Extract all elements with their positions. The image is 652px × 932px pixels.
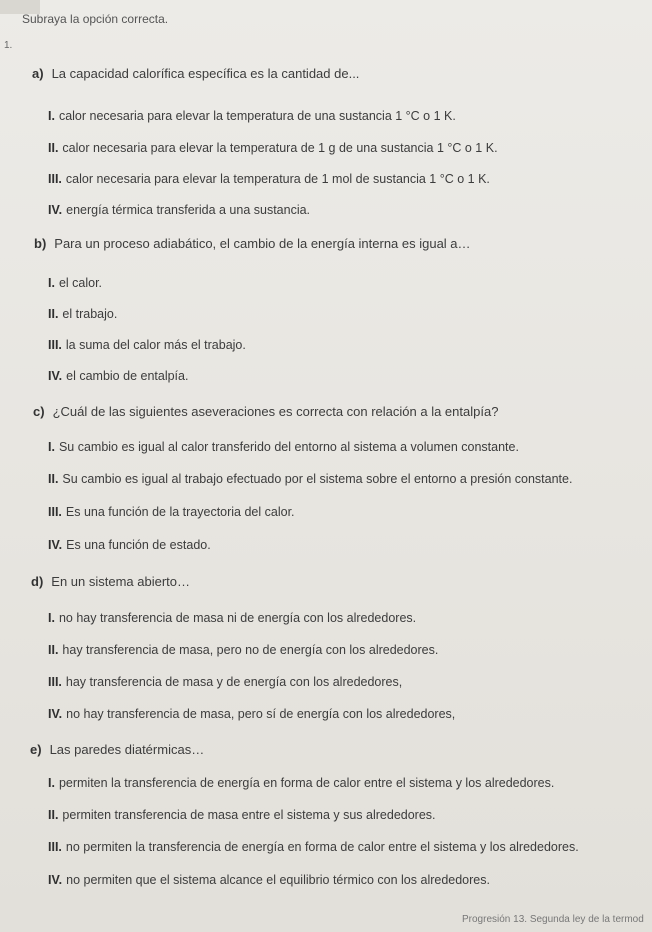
question-letter: a) [32,66,44,81]
option-numeral: II. [48,472,59,486]
option-text: no hay transferencia de masa ni de energía con los alrededores. [58,611,417,625]
option-e-2[interactable] [48,808,436,822]
option-c-2[interactable] [48,472,572,486]
option-numeral: II. [48,808,59,822]
option-text: calor necesaria para elevar la temperatura de 1 mol de sustancia 1 °C o 1 K. [65,172,490,186]
option-numeral: III. [48,840,62,854]
option-text: permiten la transferencia de energía en forma de calor entre el sistema y los alrededores. [58,776,555,790]
question-b [34,236,471,251]
option-b-4[interactable] [48,369,188,383]
question-text: Para un proceso adiabático, el cambio de la energía interna es igual a… [54,236,471,251]
option-numeral: I. [48,776,55,790]
option-text: Su cambio es igual al trabajo efectuado por el sistema sobre el entorno a presión constante. [62,472,573,486]
option-numeral: III. [48,172,62,186]
option-numeral: II. [48,141,59,155]
option-text: no permiten la transferencia de energía en forma de calor entre el sistema y los alrededores. [65,840,579,854]
option-text: el trabajo. [62,307,118,321]
option-d-3[interactable] [48,675,402,689]
option-text: no hay transferencia de masa, pero sí de energía con los alrededores, [66,707,456,721]
question-letter: e) [30,742,42,757]
page-footer: Progresión 13. Segunda ley de la termod [462,914,644,925]
option-numeral: III. [48,505,62,519]
option-b-1[interactable] [48,276,102,290]
option-c-3[interactable] [48,505,295,519]
option-a-3[interactable] [48,172,490,186]
option-numeral: I. [48,440,55,454]
question-text: ¿Cuál de las siguientes aseveraciones es correcta con relación a la entalpía? [52,404,499,419]
option-d-4[interactable] [48,707,455,721]
option-text: hay transferencia de masa, pero no de energía con los alrededores. [62,643,439,657]
option-numeral: I. [48,276,55,290]
option-d-1[interactable] [48,611,416,625]
question-text: La capacidad calorífica específica es la cantidad de... [51,66,360,81]
option-text: hay transferencia de masa y de energía con los alrededores, [65,675,403,689]
option-b-3[interactable] [48,338,246,352]
option-text: calor necesaria para elevar la temperatura de una sustancia 1 °C o 1 K. [58,109,456,123]
question-a [32,66,359,81]
option-numeral: III. [48,338,62,352]
option-b-2[interactable] [48,307,117,321]
option-text: Su cambio es igual al calor transferido del entorno al sistema a volumen constante. [58,440,519,454]
option-e-3[interactable] [48,840,579,854]
question-text: Las paredes diatérmicas… [49,742,205,757]
option-e-1[interactable] [48,776,554,790]
question-letter: b) [34,236,47,251]
question-text: En un sistema abierto… [51,574,191,589]
option-text: Es una función de estado. [66,538,211,552]
option-numeral: IV. [48,203,63,217]
option-numeral: I. [48,611,55,625]
option-text: el calor. [58,276,103,290]
option-a-2[interactable] [48,141,498,155]
option-numeral: III. [48,675,62,689]
option-numeral: IV. [48,538,63,552]
option-text: permiten transferencia de masa entre el sistema y sus alrededores. [62,808,436,822]
question-c [33,404,498,419]
option-text: el cambio de entalpía. [66,369,189,383]
option-text: calor necesaria para elevar la temperatura de 1 g de una sustancia 1 °C o 1 K. [62,141,498,155]
option-numeral: I. [48,109,55,123]
option-numeral: II. [48,307,59,321]
option-text: Es una función de la trayectoria del calor. [65,505,295,519]
option-a-1[interactable] [48,109,456,123]
option-text: no permiten que el sistema alcance el equilibrio térmico con los alrededores. [66,873,490,887]
question-d [31,574,190,589]
instruction-text: Subraya la opción correcta. [22,12,169,26]
question-letter: d) [31,574,44,589]
option-c-1[interactable] [48,440,519,454]
option-numeral: IV. [48,369,63,383]
option-text: la suma del calor más el trabajo. [65,338,246,352]
option-e-4[interactable] [48,873,490,887]
question-e [30,742,204,757]
option-text: energía térmica transferida a una sustancia. [66,203,311,217]
option-numeral: II. [48,643,59,657]
question-letter: c) [33,404,45,419]
option-numeral: IV. [48,707,63,721]
exercise-number: 1. [4,40,13,51]
option-c-4[interactable] [48,538,211,552]
option-a-4[interactable] [48,203,310,217]
option-d-2[interactable] [48,643,438,657]
option-numeral: IV. [48,873,63,887]
